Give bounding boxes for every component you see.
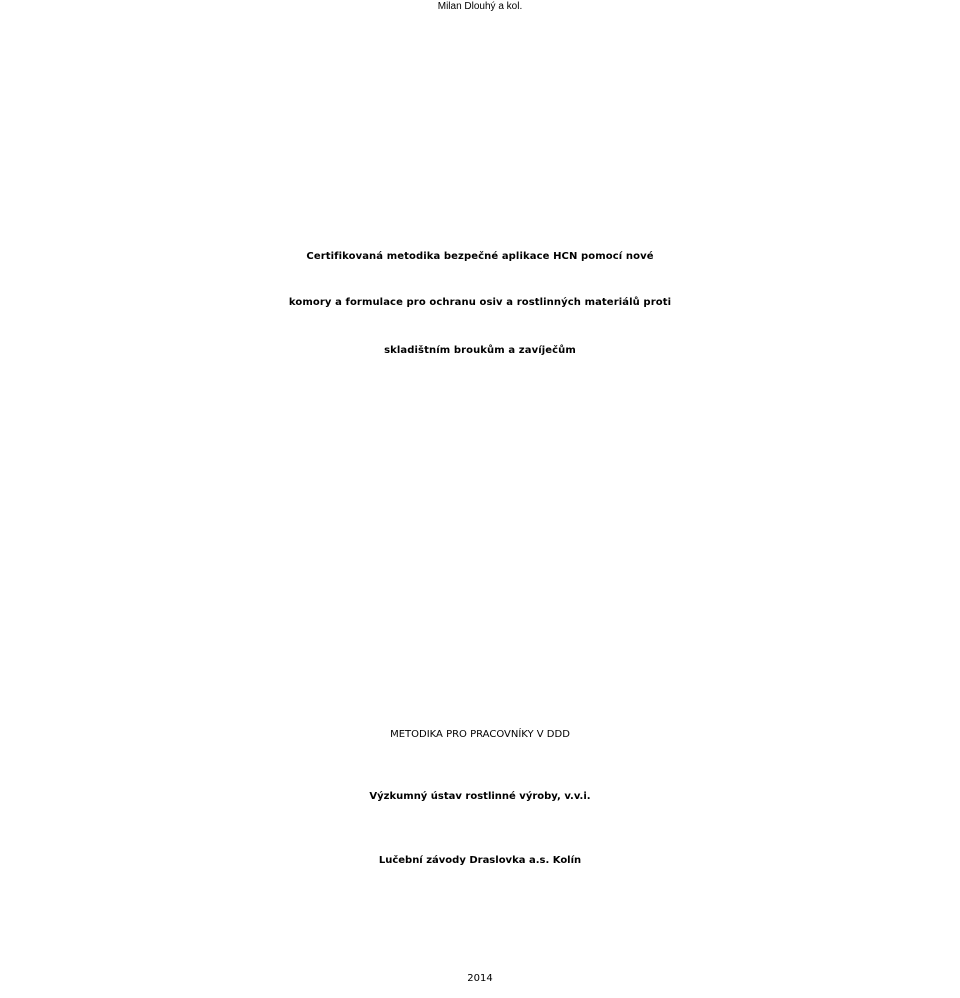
subtitle: METODIKA PRO PRACOVNÍKY V DDD [390, 729, 570, 740]
institution-1: Výzkumný ústav rostlinné výroby, v.v.i. [369, 791, 591, 802]
year: 2014 [467, 973, 493, 984]
institution-2: Lučební závody Draslovka a.s. Kolín [378, 855, 582, 866]
title-line-1: Certifikovaná metodika bezpečné aplikace HCN pomocí nové [306, 251, 654, 262]
title-line-3: skladištním broukům a zavíječům [384, 345, 576, 356]
authors: Milan Dlouhý a kol. [437, 1, 523, 12]
title-line-2: komory a formulace pro ochranu osiv a rostlinných materiálů proti [288, 297, 672, 308]
